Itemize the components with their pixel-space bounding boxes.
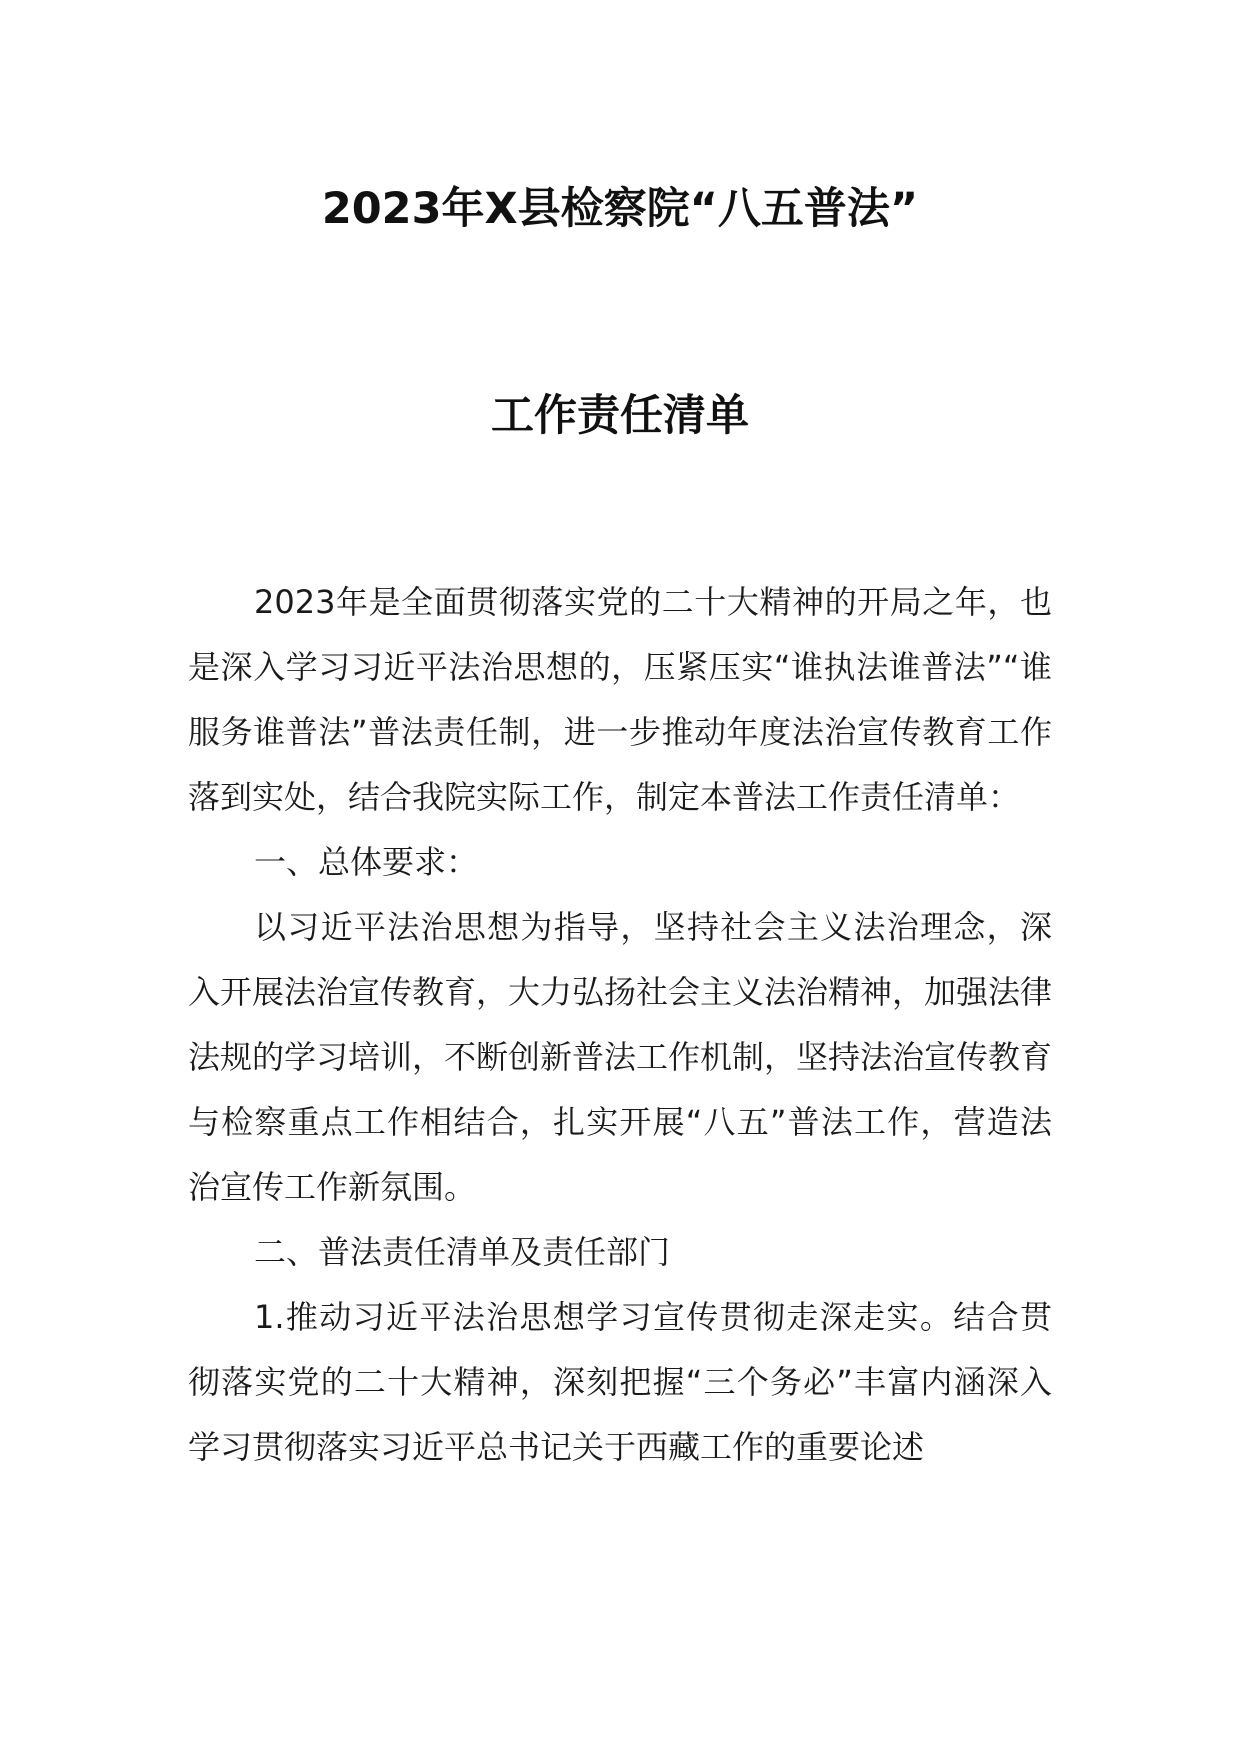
document-title-line-1: 2023年X县检察院“八五普法”	[321, 184, 919, 234]
section-heading-responsibility-list: 二、普法责任清单及责任部门	[254, 1233, 671, 1271]
general-requirements-paragraph: 以习近平法治思想为指导，坚持社会主义法治理念，深入开展法治宣传教育，大力弘扬社会主义法治精神，加强法律法规的学习培训，不断创新普法工作机制，坚持法治宣传教育与检察重点工作相结合，扎实开展“八五”普法工作，营造法治宣传工作新氛围。	[188, 908, 1053, 1206]
document-title-line-2: 工作责任清单	[491, 391, 749, 441]
responsibility-item-1-paragraph: 1.推动习近平法治思想学习宣传贯彻走深走实。结合贯彻落实党的二十大精神，深刻把握“三个务必”丰富内涵深入学习贯彻落实习近平总书记关于西藏工作的重要论述	[188, 1298, 1052, 1466]
document-body	[188, 570, 1052, 1480]
intro-paragraph: 2023年是全面贯彻落实党的二十大精神的开局之年，也是深入学习习近平法治思想的，压紧压实“谁执法谁普法”“谁服务谁普法”普法责任制，进一步推动年度法治宣传教育工作落到实处，结合我院实际工作，制定本普法工作责任清单：	[188, 583, 1052, 816]
section-heading-general-requirements: 一、总体要求：	[254, 843, 479, 881]
